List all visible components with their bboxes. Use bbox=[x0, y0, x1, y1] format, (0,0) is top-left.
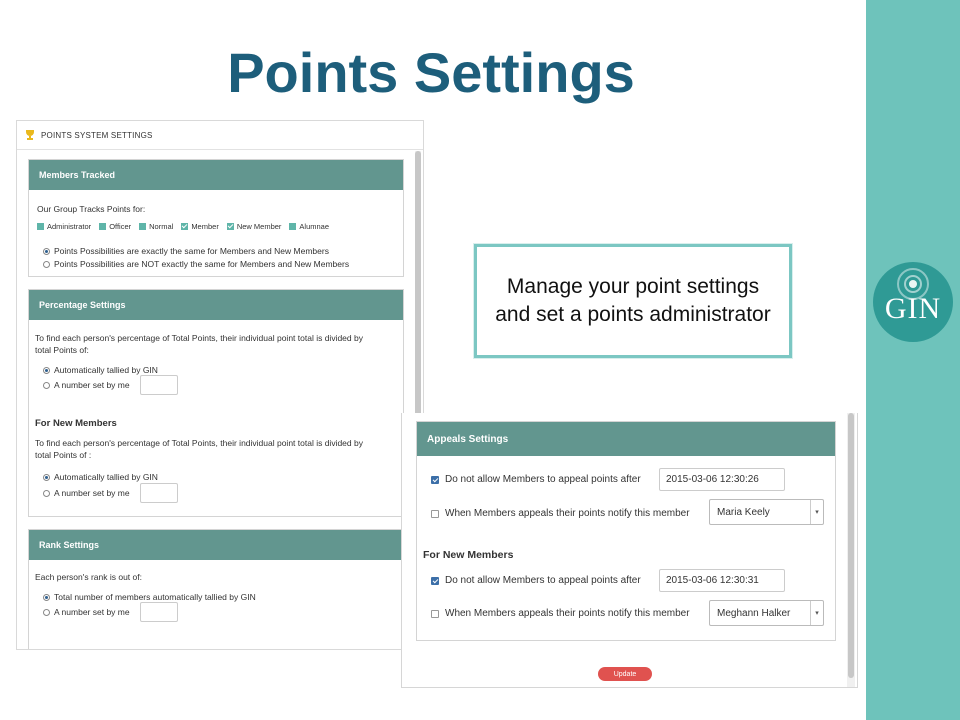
logo-text: GIN bbox=[884, 292, 942, 325]
checkbox-icon bbox=[289, 223, 296, 230]
callout-text: Manage your point settings and set a points administrator bbox=[495, 275, 771, 326]
rank-settings-title: Rank Settings bbox=[29, 530, 403, 560]
no-appeal-date-input[interactable]: 2015-03-06 12:30:26 bbox=[659, 468, 785, 491]
points-system-settings-screenshot bbox=[16, 120, 424, 650]
nm-radio-auto-tally[interactable]: Automatically tallied by GIN bbox=[43, 472, 158, 482]
radio-selected-icon bbox=[43, 594, 50, 601]
appeals-new-members-heading: For New Members bbox=[423, 549, 514, 561]
callout-box bbox=[474, 244, 792, 358]
new-members-heading: For New Members bbox=[35, 418, 117, 429]
percentage-desc-line1: To find each person's percentage of Total Points, their individual point total is divided by bbox=[35, 333, 363, 343]
nm-notify-row[interactable] bbox=[431, 608, 690, 619]
nm-no-appeal-label: Do not allow Members to appeal points after bbox=[445, 575, 641, 586]
appeals-settings-panel bbox=[416, 421, 836, 641]
role-checkbox-member[interactable]: Member bbox=[181, 222, 219, 231]
slide-title: Points Settings bbox=[227, 41, 635, 104]
nm-no-appeal-row[interactable] bbox=[431, 575, 641, 586]
radio-icon bbox=[43, 609, 50, 616]
checkbox-icon[interactable] bbox=[431, 510, 439, 518]
radio-selected-icon bbox=[43, 367, 50, 374]
radio-icon bbox=[43, 382, 50, 389]
checkbox-checked-icon bbox=[181, 223, 188, 230]
nm-percentage-desc-line2: total Points of : bbox=[35, 450, 92, 460]
percentage-settings-title: Percentage Settings bbox=[29, 290, 403, 320]
appeals-settings-screenshot bbox=[401, 413, 858, 688]
checkbox-icon bbox=[37, 223, 44, 230]
role-checkbox-normal[interactable]: Normal bbox=[139, 222, 173, 231]
nm-no-appeal-date-input[interactable]: 2015-03-06 12:30:31 bbox=[659, 569, 785, 592]
checkbox-icon[interactable] bbox=[431, 610, 439, 618]
logo-dot bbox=[909, 280, 917, 288]
points-system-header-label: POINTS SYSTEM SETTINGS bbox=[41, 130, 153, 140]
scrollbar-thumb[interactable] bbox=[848, 413, 854, 678]
checkbox-checked-icon bbox=[227, 223, 234, 230]
radio-not-same-points[interactable]: Points Possibilities are NOT exactly the same for Members and New Members bbox=[43, 259, 349, 269]
trophy-icon bbox=[25, 130, 35, 140]
nm-notify-label: When Members appeals their points notify this member bbox=[445, 608, 690, 619]
notify-member-value: Maria Keely bbox=[717, 506, 770, 518]
role-checkbox-alumnae[interactable]: Alumnae bbox=[289, 222, 329, 231]
side-accent-bar bbox=[866, 0, 960, 720]
radio-manual-number[interactable]: A number set by me bbox=[43, 375, 178, 395]
nm-notify-member-select[interactable] bbox=[709, 600, 824, 626]
rank-desc: Each person's rank is out of: bbox=[35, 572, 142, 582]
radio-selected-icon bbox=[43, 248, 50, 255]
role-checkbox-administrator[interactable]: Administrator bbox=[37, 222, 91, 231]
rank-radio-manual[interactable]: A number set by me bbox=[43, 602, 178, 622]
checkbox-checked-icon[interactable] bbox=[431, 577, 439, 585]
radio-icon bbox=[43, 490, 50, 497]
appeals-settings-title: Appeals Settings bbox=[417, 422, 835, 456]
radio-auto-tally[interactable]: Automatically tallied by GIN bbox=[43, 365, 158, 375]
no-appeal-row[interactable] bbox=[431, 474, 641, 485]
members-tracked-title: Members Tracked bbox=[29, 160, 403, 190]
nm-notify-member-value: Meghann Halker bbox=[717, 607, 791, 619]
update-button[interactable]: Update bbox=[598, 667, 652, 681]
notify-member-select[interactable] bbox=[709, 499, 824, 525]
radio-icon bbox=[43, 261, 50, 268]
notify-row[interactable] bbox=[431, 508, 690, 519]
rank-radio-auto[interactable]: Total number of members automatically tallied by GIN bbox=[43, 592, 256, 602]
gin-logo bbox=[873, 262, 953, 342]
members-tracked-panel bbox=[28, 159, 404, 277]
points-system-header bbox=[17, 121, 423, 150]
nm-radio-manual-number[interactable]: A number set by me bbox=[43, 483, 178, 503]
percentage-settings-panel bbox=[28, 289, 404, 517]
chevron-down-icon[interactable]: ▾ bbox=[810, 601, 823, 625]
tracks-label: Our Group Tracks Points for: bbox=[37, 204, 146, 214]
role-checkbox-row bbox=[37, 222, 337, 231]
no-appeal-label: Do not allow Members to appeal points after bbox=[445, 474, 641, 485]
rank-manual-number-input[interactable] bbox=[140, 602, 178, 622]
percentage-desc-line2: total Points of: bbox=[35, 345, 89, 355]
manual-number-input[interactable] bbox=[140, 375, 178, 395]
chevron-down-icon[interactable]: ▾ bbox=[810, 500, 823, 524]
checkbox-icon bbox=[99, 223, 106, 230]
rank-settings-panel bbox=[28, 529, 404, 650]
role-checkbox-officer[interactable]: Officer bbox=[99, 222, 131, 231]
role-checkbox-new-member[interactable]: New Member bbox=[227, 222, 282, 231]
checkbox-checked-icon[interactable] bbox=[431, 476, 439, 484]
radio-same-points[interactable]: Points Possibilities are exactly the same for Members and New Members bbox=[43, 246, 329, 256]
checkbox-icon bbox=[139, 223, 146, 230]
radio-selected-icon bbox=[43, 474, 50, 481]
scrollbar[interactable] bbox=[847, 413, 855, 688]
nm-percentage-desc-line1: To find each person's percentage of Total Points, their individual point total is divided by bbox=[35, 438, 363, 448]
notify-label: When Members appeals their points notify this member bbox=[445, 508, 690, 519]
nm-manual-number-input[interactable] bbox=[140, 483, 178, 503]
